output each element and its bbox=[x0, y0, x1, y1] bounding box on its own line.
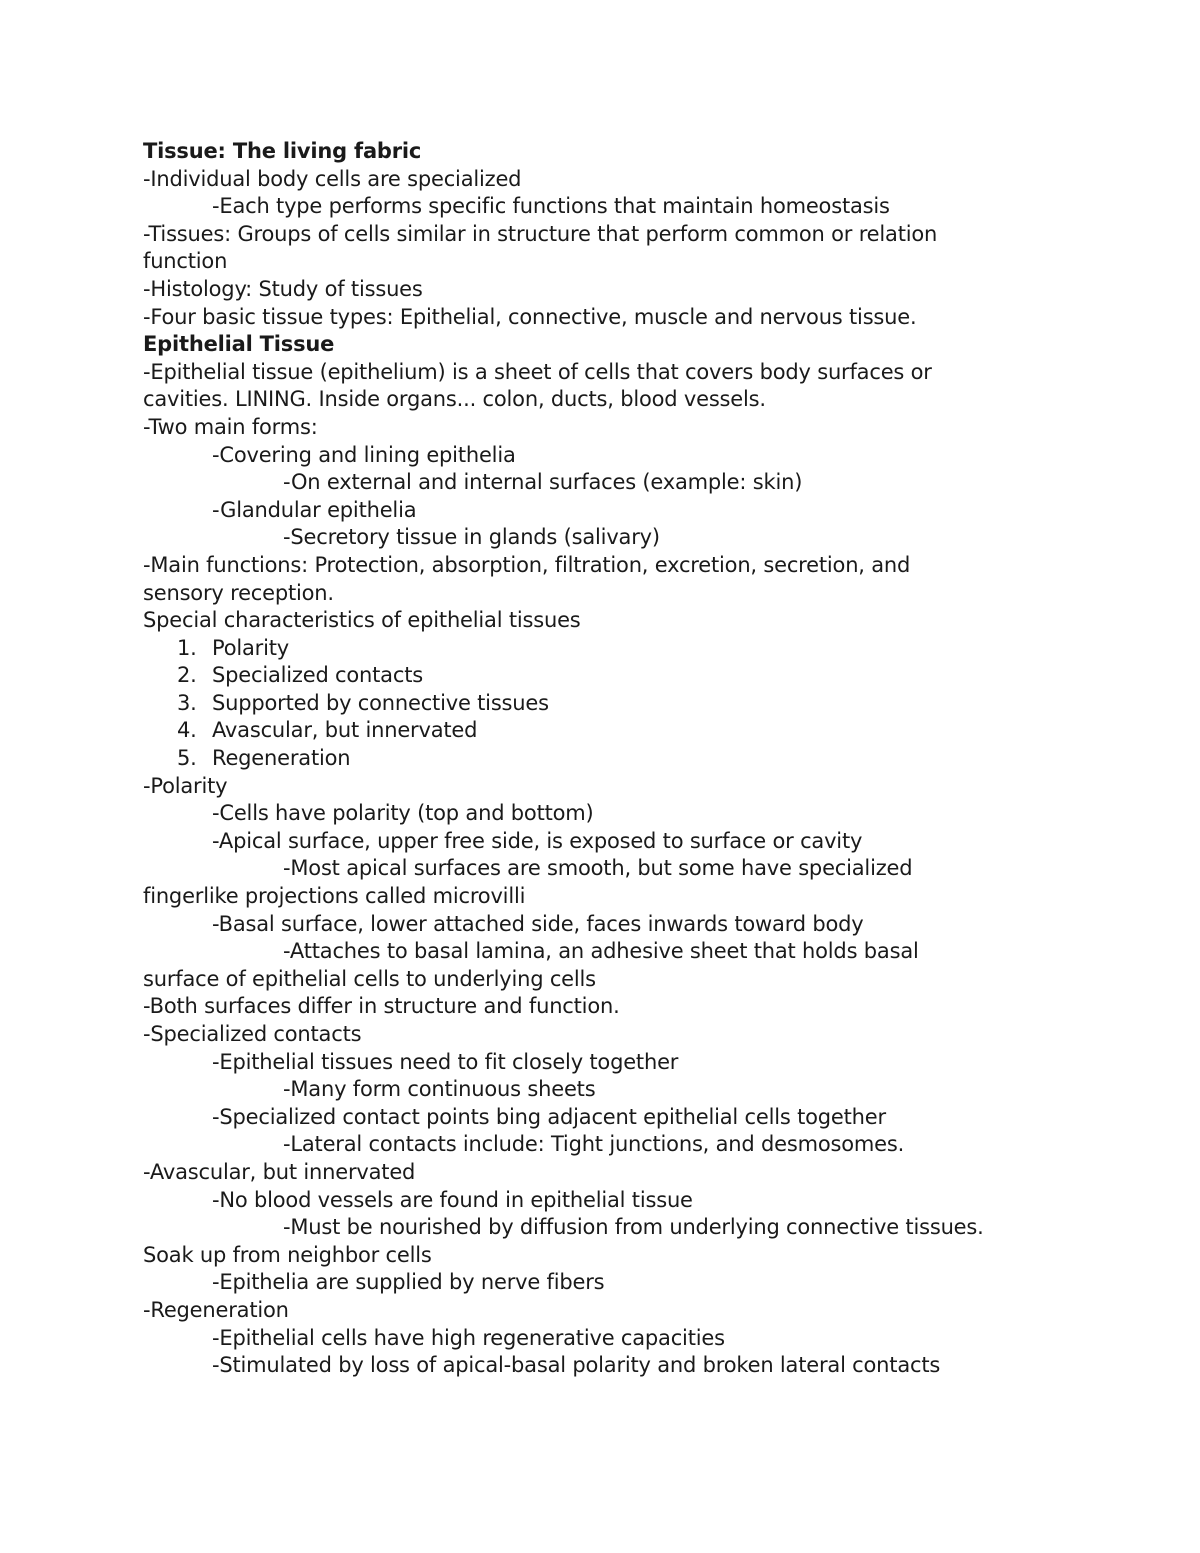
text-line: fingerlike projections called microvilli bbox=[143, 884, 526, 909]
text-line: -Secretory tissue in glands (salivary) bbox=[283, 525, 660, 550]
text-line: -Basal surface, lower attached side, faces inwards toward body bbox=[212, 911, 864, 936]
text-line: -Each type performs specific functions that maintain homeostasis bbox=[212, 194, 890, 219]
text-line: -Regeneration bbox=[143, 1297, 289, 1322]
text-line: -Avascular, but innervated bbox=[143, 1159, 416, 1184]
text-line: -Epithelia are supplied by nerve fibers bbox=[212, 1270, 605, 1295]
list-number: 1. bbox=[177, 635, 197, 660]
document-title: Tissue: The living fabric bbox=[143, 139, 422, 163]
text-line: cavities. LINING. Inside organs... colon, ducts, blood vessels. bbox=[143, 387, 766, 412]
text-line: -Individual body cells are specialized bbox=[143, 166, 522, 191]
text-line: -Specialized contacts bbox=[143, 1022, 362, 1046]
text-line: -Covering and lining epithelia bbox=[212, 442, 516, 467]
text-line: -Polarity bbox=[143, 773, 228, 798]
list-item bbox=[143, 662, 1063, 690]
text-line: -Epithelial tissues need to fit closely together bbox=[212, 1049, 679, 1074]
text-line: -Lateral contacts include: Tight junctions, and desmosomes. bbox=[283, 1132, 905, 1157]
list-item bbox=[143, 717, 1063, 745]
list-number: 4. bbox=[177, 718, 197, 743]
text-line: -Main functions: Protection, absorption, filtration, excretion, secretion, and bbox=[143, 552, 911, 577]
list-item bbox=[143, 690, 1063, 718]
text-line: -Attaches to basal lamina, an adhesive sheet that holds basal bbox=[283, 939, 919, 964]
text-line: sensory reception. bbox=[143, 580, 334, 605]
list-number: 2. bbox=[177, 663, 197, 688]
list-item-text: Regeneration bbox=[212, 746, 351, 771]
text-line: -Apical surface, upper free side, is exposed to surface or cavity bbox=[212, 828, 863, 853]
text-line: -Cells have polarity (top and bottom) bbox=[212, 801, 594, 826]
text-line: -Histology: Study of tissues bbox=[143, 276, 423, 301]
text-line: -Most apical surfaces are smooth, but some have specialized bbox=[283, 856, 913, 881]
list-item bbox=[143, 635, 1063, 663]
text-line: -Stimulated by loss of apical-basal polarity and broken lateral contacts bbox=[212, 1353, 941, 1378]
text-line: surface of epithelial cells to underlying cells bbox=[143, 966, 596, 991]
list-number: 5. bbox=[177, 746, 197, 771]
section-heading-special: Special characteristics of epithelial tissues bbox=[143, 608, 581, 633]
text-line: -Must be nourished by diffusion from underlying connective tissues. bbox=[283, 1215, 984, 1240]
text-line: function bbox=[143, 249, 228, 274]
list-item-text: Supported by connective tissues bbox=[212, 690, 549, 715]
list-number: 3. bbox=[177, 690, 197, 715]
document-body bbox=[143, 138, 1063, 1380]
text-line: -On external and internal surfaces (example: skin) bbox=[283, 470, 803, 495]
text-line: -Tissues: Groups of cells similar in structure that perform common or relation bbox=[143, 221, 938, 246]
text-line: -No blood vessels are found in epithelial tissue bbox=[212, 1187, 693, 1212]
list-item-text: Polarity bbox=[212, 635, 289, 660]
text-line: -Specialized contact points bing adjacent epithelial cells together bbox=[212, 1104, 886, 1129]
text-line: -Both surfaces differ in structure and function. bbox=[143, 994, 620, 1019]
text-line: -Epithelial tissue (epithelium) is a sheet of cells that covers body surfaces or bbox=[143, 359, 932, 384]
list-item bbox=[143, 745, 1063, 773]
list-item-text: Avascular, but innervated bbox=[212, 718, 478, 743]
text-line: -Two main forms: bbox=[143, 414, 318, 439]
section-heading-epithelial: Epithelial Tissue bbox=[143, 332, 335, 357]
text-line: -Four basic tissue types: Epithelial, connective, muscle and nervous tissue. bbox=[143, 304, 917, 329]
text-line: -Glandular epithelia bbox=[212, 497, 417, 522]
text-line: -Epithelial cells have high regenerative capacities bbox=[212, 1325, 725, 1350]
text-line: Soak up from neighbor cells bbox=[143, 1242, 432, 1267]
text-line: -Many form continuous sheets bbox=[283, 1077, 596, 1102]
list-item-text: Specialized contacts bbox=[212, 663, 423, 688]
